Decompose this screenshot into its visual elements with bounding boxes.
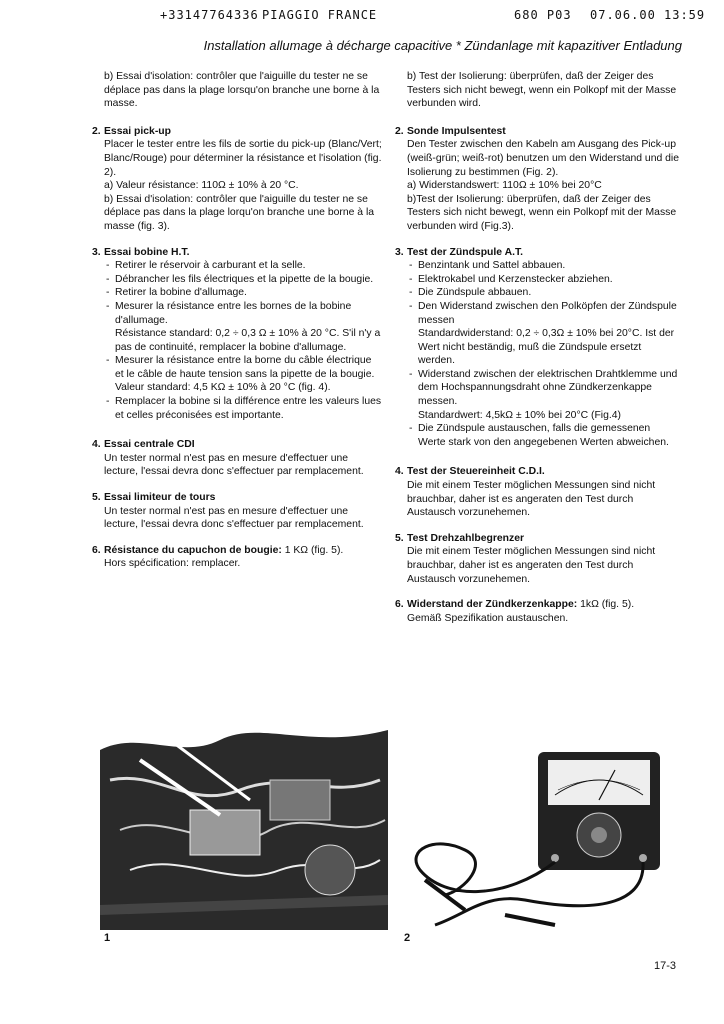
fr-section-3-heading: Essai bobine H.T. [104,246,190,258]
fax-time: 13:59 [664,8,706,22]
figure-2-number: 2 [404,932,411,944]
fax-header [0,8,724,26]
fr-section-6: 6. Résistance du capuchon de bougie: 1 KΩ (fig. 5). Hors spécification: remplacer. [92,544,344,570]
de-section-3-heading: Test der Zündspule A.T. [407,246,524,258]
fax-code: 680 P03 [514,8,572,22]
fax-sender: PIAGGIO FRANCE [262,8,378,22]
de-section-6: 6. Widerstand der Zündkerzenkappe: 1kΩ (fig. 5). Gemäß Spezifikation austauschen. [395,599,635,624]
fr-section-2: 2. Essai pick-up Placer le tester entre les fils de sortie du pick-up (Blanc/Vert; Blanc/Rouge) pour déterminer la résistance et l'isolation (fig. 2). a) Valeur résistance: 110Ω ± 10% à 20 °C. b) Essai d'isolation: contrôler que l'aiguille du tester ne se déplace pas dans la plage lorqu'on branche une borne à la masse (fig. 3). [92,125,382,232]
de-section-5: 5. Test Drehzahlbegrenzer Die mit einem Tester möglichen Messungen sind nicht brauchbar, daher ist es angeraten den Test durch Austausch vorzunehemen. [395,532,656,585]
de-section-4: 4. Test der Steuereinheit C.D.I. Die mit einem Tester möglichen Messungen sind nicht brauchbar, daher ist es angeraten den Test durch Austausch vorzunehemen. [395,466,656,519]
fax-date: 07.06.00 [590,8,656,22]
figure-2-multimeter [405,750,677,930]
german-column [395,70,680,637]
fr-section-3: 3. Essai bobine H.T. - Retirer le réservoir à carburant et la selle. - Débrancher les fils électriques et la pipette de la bougie. - Retirer la bobine d'allumage. - Mesurer la résistance entre les bornes de la bobine d'allumage. Résistance standard: 0,2 ÷ 0,3 Ω ± 10% à 20 °C. S'il n'y a pas de continuité, remplacer la bobine d'allumage. - Mesurer la résistance entre la borne du câble électrique et le câble de haute tension sans la pipette de la bougie. Valeur standard: 4,5 KΩ ± 10% à 20 °C (fig. 4). - Remplacer la bobine si la différence entre les valeurs lues et celles préconisées est importante. [104,246,382,423]
page-number: 17-3 [653,960,676,972]
de-intro: b) Test der Isolierung: überprüfen, daß der Zeiger des Testers sich nicht bewegt, wenn ein Polkopf mit der Masse verbunden wird. [407,71,677,110]
page-title: Installation allumage à décharge capacitive * Zündanlage mit kapazitiver Entladung [203,38,682,53]
figure-1-photo [100,720,388,930]
de-section-2-heading: Sonde Impulsentest [407,125,506,137]
fr-section-5: 5. Essai limiteur de tours Un tester normal n'est pas en mesure d'effectuer une lecture, l'essai devra donc s'effectuer par remplacement. [92,492,364,531]
fr-section-2-heading: Essai pick-up [104,125,171,137]
french-column [92,70,382,583]
fax-phone: +33147764336 [160,8,259,22]
figure-1-number: 1 [104,932,111,944]
de-section-2: 2. Sonde Impulsentest Den Tester zwischen den Kabeln am Ausgang des Pick-up (weiß-grün; weiß-rot) benutzen um den Widerstand und die Isolierung zu bestimmen (Fig. 2). a) Widerstandswert: 110Ω ± 10% bei 20°C b)Test der Isolierung: überprüfen, daß der Zeiger des Testers sich nicht bewegt, wenn ein Polkopf mit der Masse verbunden wird (Fig.3). [395,125,680,232]
fr-section-4: 4. Essai centrale CDI Un tester normal n'est pas en mesure d'effectuer une lecture, l'essai devra donc s'effectuer par remplacement. [92,439,364,478]
de-section-3: 3. Test der Zündspule A.T. - Benzintank und Sattel abbauen. - Elektrokabel und Kerzenstecker abziehen. - Die Zündspule abbauen. - Den Widerstand zwischen den Polköpfen der Zündspule messen Standardwiderstand: 0,2 ÷ 0,3Ω ± 10% bei 20°C. Ist der Wert nicht beständig, muß die Zündspule ersetzt werden. - Widerstand zwischen der elektrischen Drahtklemme und dem Hochspannungsdraht ohne Zündkerzenkappe messen. Standardwert: 4,5kΩ ± 10% bei 20°C (Fig.4) - Die Zündspule austauschen, falls die gemessenen Werte stark von den angegebenen Werten abweichen. [407,246,679,450]
fr-intro: b) Essai d'isolation: contrôler que l'aiguille du tester ne se déplace pas dans la plage lorsqu'on branche une borne à la masse. [104,71,380,110]
